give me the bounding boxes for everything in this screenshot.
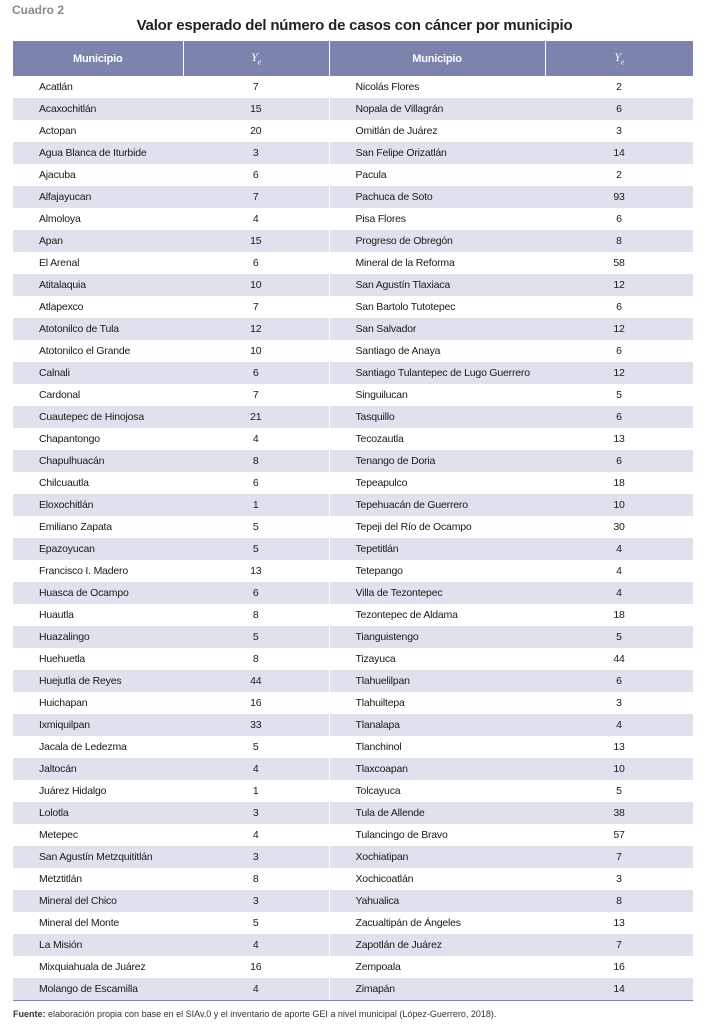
ye-value-cell: 8 xyxy=(183,604,329,626)
ye-symbol: Y xyxy=(251,50,258,65)
ye-value-cell: 14 xyxy=(545,142,693,164)
ye-value-cell: 2 xyxy=(545,164,693,186)
ye-value-cell: 7 xyxy=(183,296,329,318)
municipio-cell: Alfajayucan xyxy=(13,186,183,208)
municipio-cell: Metepec xyxy=(13,824,183,846)
municipio-cell: Ajacuba xyxy=(13,164,183,186)
source-footnote xyxy=(13,1009,496,1019)
ye-value-cell: 4 xyxy=(183,758,329,780)
municipio-cell: Tenango de Doria xyxy=(329,450,545,472)
municipio-cell: Nicolás Flores xyxy=(329,76,545,98)
ye-value-cell: 4 xyxy=(545,560,693,582)
ye-value-cell: 6 xyxy=(545,340,693,362)
ye-value-cell: 3 xyxy=(183,142,329,164)
ye-value-cell: 12 xyxy=(545,274,693,296)
ye-value-cell: 6 xyxy=(183,582,329,604)
ye-value-cell: 7 xyxy=(545,846,693,868)
municipio-cell: Huautla xyxy=(13,604,183,626)
ye-value-cell: 15 xyxy=(183,230,329,252)
table-row xyxy=(13,824,693,846)
table-row xyxy=(13,296,693,318)
municipio-cell: Mineral del Chico xyxy=(13,890,183,912)
municipio-cell: Emiliano Zapata xyxy=(13,516,183,538)
ye-value-cell: 8 xyxy=(183,450,329,472)
ye-value-cell: 4 xyxy=(183,428,329,450)
ye-value-cell: 8 xyxy=(545,890,693,912)
cancer-cases-table xyxy=(13,41,693,1001)
ye-value-cell: 13 xyxy=(183,560,329,582)
table-row xyxy=(13,626,693,648)
ye-value-cell: 6 xyxy=(183,472,329,494)
table-row xyxy=(13,648,693,670)
municipio-cell: Tepeji del Río de Ocampo xyxy=(329,516,545,538)
ye-value-cell: 4 xyxy=(545,714,693,736)
municipio-cell: Omitlán de Juárez xyxy=(329,120,545,142)
ye-subscript: e xyxy=(257,57,261,67)
table-row xyxy=(13,582,693,604)
ye-value-cell: 5 xyxy=(545,384,693,406)
municipio-cell: Almoloya xyxy=(13,208,183,230)
footnote-text: elaboración propia con base en el SIAv.0 y el inventario de aporte GEI a nivel municipal (López-Guerrero, 2018). xyxy=(45,1009,497,1019)
ye-value-cell: 58 xyxy=(545,252,693,274)
ye-value-cell: 8 xyxy=(183,868,329,890)
municipio-cell: Atotonilco el Grande xyxy=(13,340,183,362)
municipio-cell: Tepetitlán xyxy=(329,538,545,560)
table-row xyxy=(13,230,693,252)
table-row xyxy=(13,186,693,208)
table-row xyxy=(13,362,693,384)
ye-value-cell: 10 xyxy=(545,758,693,780)
ye-value-cell: 4 xyxy=(183,978,329,1001)
municipio-cell: Actopan xyxy=(13,120,183,142)
ye-value-cell: 13 xyxy=(545,736,693,758)
municipio-cell: Tulancingo de Bravo xyxy=(329,824,545,846)
ye-value-cell: 5 xyxy=(545,780,693,802)
header-ye-2 xyxy=(545,41,693,76)
table-row xyxy=(13,912,693,934)
ye-value-cell: 5 xyxy=(183,736,329,758)
municipio-cell: Jaltocán xyxy=(13,758,183,780)
table-row xyxy=(13,890,693,912)
ye-value-cell: 10 xyxy=(183,274,329,296)
municipio-cell: Tecozautla xyxy=(329,428,545,450)
municipio-cell: Mixquiahuala de Juárez xyxy=(13,956,183,978)
ye-value-cell: 18 xyxy=(545,604,693,626)
table-row xyxy=(13,758,693,780)
table-row xyxy=(13,780,693,802)
ye-value-cell: 10 xyxy=(183,340,329,362)
municipio-cell: San Salvador xyxy=(329,318,545,340)
ye-value-cell: 30 xyxy=(545,516,693,538)
table-row xyxy=(13,560,693,582)
municipio-cell: Tezontepec de Aldama xyxy=(329,604,545,626)
table-row xyxy=(13,978,693,1001)
municipio-cell: Singuilucan xyxy=(329,384,545,406)
ye-value-cell: 7 xyxy=(183,384,329,406)
footnote-label: Fuente: xyxy=(13,1009,46,1019)
municipio-cell: Pacula xyxy=(329,164,545,186)
ye-value-cell: 6 xyxy=(545,98,693,120)
ye-value-cell: 6 xyxy=(183,362,329,384)
ye-value-cell: 6 xyxy=(545,670,693,692)
municipio-cell: Acaxochitlán xyxy=(13,98,183,120)
ye-value-cell: 3 xyxy=(545,120,693,142)
ye-value-cell: 44 xyxy=(183,670,329,692)
municipio-cell: La Misión xyxy=(13,934,183,956)
table-row xyxy=(13,868,693,890)
municipio-cell: Eloxochitlán xyxy=(13,494,183,516)
table-title: Valor esperado del número de casos con cáncer por municipio xyxy=(136,17,573,34)
municipio-cell: Huichapan xyxy=(13,692,183,714)
municipio-cell: Zimapán xyxy=(329,978,545,1001)
municipio-cell: Cuautepec de Hinojosa xyxy=(13,406,183,428)
municipio-cell: Tlanchinol xyxy=(329,736,545,758)
ye-value-cell: 12 xyxy=(183,318,329,340)
table-row xyxy=(13,692,693,714)
table-row xyxy=(13,76,693,98)
ye-value-cell: 8 xyxy=(545,230,693,252)
ye-value-cell: 7 xyxy=(183,76,329,98)
ye-value-cell: 2 xyxy=(545,76,693,98)
ye-value-cell: 3 xyxy=(545,692,693,714)
table-row xyxy=(13,208,693,230)
ye-value-cell: 5 xyxy=(545,626,693,648)
ye-value-cell: 13 xyxy=(545,912,693,934)
municipio-cell: Jacala de Ledezma xyxy=(13,736,183,758)
table-row xyxy=(13,802,693,824)
municipio-cell: Lolotla xyxy=(13,802,183,824)
ye-value-cell: 1 xyxy=(183,494,329,516)
municipio-cell: Atlapexco xyxy=(13,296,183,318)
table-row xyxy=(13,670,693,692)
municipio-cell: Santiago de Anaya xyxy=(329,340,545,362)
municipio-cell: Juárez Hidalgo xyxy=(13,780,183,802)
ye-value-cell: 44 xyxy=(545,648,693,670)
table-row xyxy=(13,538,693,560)
table-row xyxy=(13,384,693,406)
ye-value-cell: 6 xyxy=(545,450,693,472)
table-row xyxy=(13,98,693,120)
ye-value-cell: 8 xyxy=(183,648,329,670)
municipio-cell: Mineral del Monte xyxy=(13,912,183,934)
ye-value-cell: 20 xyxy=(183,120,329,142)
table-row xyxy=(13,318,693,340)
table-row xyxy=(13,846,693,868)
municipio-cell: Tepeapulco xyxy=(329,472,545,494)
ye-value-cell: 13 xyxy=(545,428,693,450)
municipio-cell: Chapantongo xyxy=(13,428,183,450)
table-row xyxy=(13,120,693,142)
municipio-cell: San Agustín Metzquititlán xyxy=(13,846,183,868)
ye-value-cell: 16 xyxy=(183,692,329,714)
municipio-cell: Tula de Allende xyxy=(329,802,545,824)
ye-value-cell: 57 xyxy=(545,824,693,846)
municipio-cell: Calnali xyxy=(13,362,183,384)
header-ye-1 xyxy=(183,41,329,76)
municipio-cell: Tlahuiltepa xyxy=(329,692,545,714)
table-row xyxy=(13,252,693,274)
municipio-cell: Nopala de Villagrán xyxy=(329,98,545,120)
municipio-cell: Tizayuca xyxy=(329,648,545,670)
table-row xyxy=(13,428,693,450)
ye-value-cell: 5 xyxy=(183,538,329,560)
ye-symbol: Y xyxy=(614,50,621,65)
municipio-cell: Pisa Flores xyxy=(329,208,545,230)
ye-subscript: e xyxy=(620,57,625,67)
municipio-cell: Apan xyxy=(13,230,183,252)
ye-value-cell: 93 xyxy=(545,186,693,208)
municipio-cell: Acatlán xyxy=(13,76,183,98)
ye-value-cell: 7 xyxy=(183,186,329,208)
ye-value-cell: 6 xyxy=(183,252,329,274)
ye-value-cell: 3 xyxy=(545,868,693,890)
ye-value-cell: 5 xyxy=(183,626,329,648)
municipio-cell: Mineral de la Reforma xyxy=(329,252,545,274)
table-row xyxy=(13,736,693,758)
ye-value-cell: 4 xyxy=(183,934,329,956)
table-row xyxy=(13,406,693,428)
municipio-cell: Tlaxcoapan xyxy=(329,758,545,780)
ye-value-cell: 3 xyxy=(183,802,329,824)
ye-value-cell: 21 xyxy=(183,406,329,428)
ye-value-cell: 3 xyxy=(183,890,329,912)
municipio-cell: Tlanalapa xyxy=(329,714,545,736)
header-municipio-2: Municipio xyxy=(329,41,545,76)
municipio-cell: San Bartolo Tutotepec xyxy=(329,296,545,318)
municipio-cell: Progreso de Obregón xyxy=(329,230,545,252)
ye-value-cell: 5 xyxy=(183,912,329,934)
municipio-cell: San Agustín Tlaxiaca xyxy=(329,274,545,296)
ye-value-cell: 3 xyxy=(183,846,329,868)
table-row xyxy=(13,340,693,362)
municipio-cell: Santiago Tulantepec de Lugo Guerrero xyxy=(329,362,545,384)
table-row xyxy=(13,956,693,978)
table-row xyxy=(13,516,693,538)
municipio-cell: Yahualica xyxy=(329,890,545,912)
municipio-cell: Tlahuelilpan xyxy=(329,670,545,692)
ye-value-cell: 10 xyxy=(545,494,693,516)
municipio-cell: Epazoyucan xyxy=(13,538,183,560)
ye-value-cell: 1 xyxy=(183,780,329,802)
table-row xyxy=(13,472,693,494)
municipio-cell: El Arenal xyxy=(13,252,183,274)
ye-value-cell: 38 xyxy=(545,802,693,824)
table-row xyxy=(13,274,693,296)
ye-value-cell: 12 xyxy=(545,362,693,384)
municipio-cell: Tasquillo xyxy=(329,406,545,428)
municipio-cell: Atotonilco de Tula xyxy=(13,318,183,340)
table-number-label: Cuadro 2 xyxy=(12,3,65,17)
municipio-cell: Xochiatipan xyxy=(329,846,545,868)
table-body xyxy=(13,76,693,1001)
table-row xyxy=(13,714,693,736)
header-municipio-1: Municipio xyxy=(13,41,183,76)
municipio-cell: Zapotlán de Juárez xyxy=(329,934,545,956)
table-row xyxy=(13,604,693,626)
municipio-cell: Huasca de Ocampo xyxy=(13,582,183,604)
municipio-cell: Huehuetla xyxy=(13,648,183,670)
ye-value-cell: 14 xyxy=(545,978,693,1001)
ye-value-cell: 15 xyxy=(183,98,329,120)
municipio-cell: Xochicoatlán xyxy=(329,868,545,890)
ye-value-cell: 6 xyxy=(545,406,693,428)
municipio-cell: Molango de Escamilla xyxy=(13,978,183,1001)
ye-value-cell: 6 xyxy=(183,164,329,186)
ye-value-cell: 4 xyxy=(183,208,329,230)
municipio-cell: Zempoala xyxy=(329,956,545,978)
municipio-cell: Tepehuacán de Guerrero xyxy=(329,494,545,516)
municipio-cell: Chilcuautla xyxy=(13,472,183,494)
municipio-cell: Tianguistengo xyxy=(329,626,545,648)
municipio-cell: Agua Blanca de Iturbide xyxy=(13,142,183,164)
table-header-row xyxy=(13,41,693,76)
municipio-cell: Chapulhuacán xyxy=(13,450,183,472)
ye-value-cell: 12 xyxy=(545,318,693,340)
table-row xyxy=(13,164,693,186)
ye-value-cell: 18 xyxy=(545,472,693,494)
municipio-cell: Huejutla de Reyes xyxy=(13,670,183,692)
ye-value-cell: 6 xyxy=(545,296,693,318)
table-row xyxy=(13,934,693,956)
table-row xyxy=(13,450,693,472)
municipio-cell: Ixmiquilpan xyxy=(13,714,183,736)
table-row xyxy=(13,142,693,164)
ye-value-cell: 7 xyxy=(545,934,693,956)
municipio-cell: Huazalingo xyxy=(13,626,183,648)
municipio-cell: Pachuca de Soto xyxy=(329,186,545,208)
ye-value-cell: 4 xyxy=(545,538,693,560)
municipio-cell: Cardonal xyxy=(13,384,183,406)
table-row xyxy=(13,494,693,516)
ye-value-cell: 4 xyxy=(183,824,329,846)
municipio-cell: Metztitlán xyxy=(13,868,183,890)
municipio-cell: Atitalaquia xyxy=(13,274,183,296)
ye-value-cell: 33 xyxy=(183,714,329,736)
municipio-cell: Zacualtipán de Ángeles xyxy=(329,912,545,934)
municipio-cell: San Felipe Orizatlán xyxy=(329,142,545,164)
ye-value-cell: 16 xyxy=(545,956,693,978)
ye-value-cell: 6 xyxy=(545,208,693,230)
ye-value-cell: 4 xyxy=(545,582,693,604)
municipio-cell: Tolcayuca xyxy=(329,780,545,802)
municipio-cell: Tetepango xyxy=(329,560,545,582)
municipio-cell: Francisco I. Madero xyxy=(13,560,183,582)
ye-value-cell: 5 xyxy=(183,516,329,538)
ye-value-cell: 16 xyxy=(183,956,329,978)
municipio-cell: Villa de Tezontepec xyxy=(329,582,545,604)
